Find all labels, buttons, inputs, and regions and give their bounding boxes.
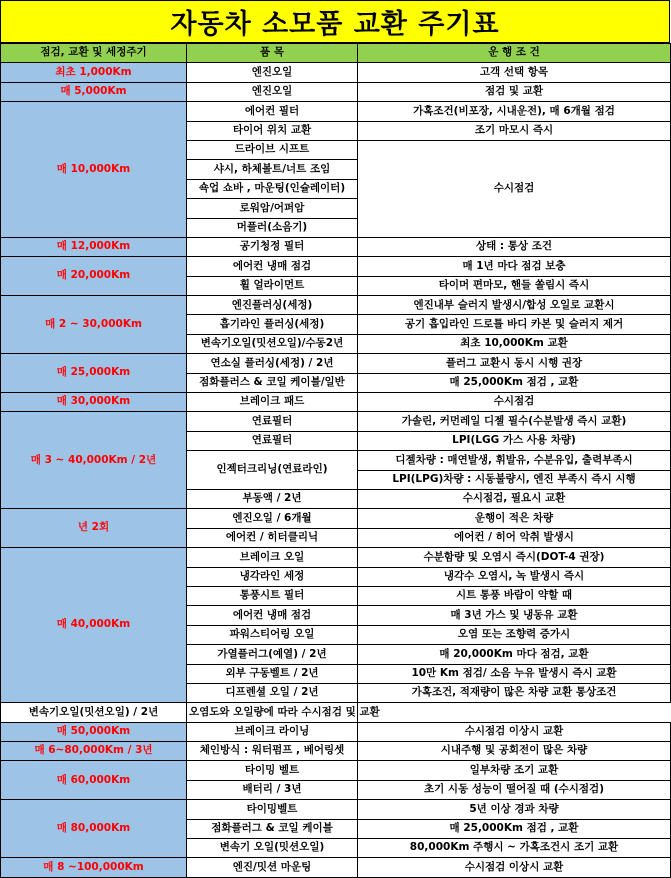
item-cell: 흡기라인 플러싱(세정)	[187, 315, 358, 334]
condition-cell: 초기 시동 성능이 떨어질 때 (수시점검)	[358, 780, 671, 799]
table-row	[1, 237, 671, 256]
table-row	[1, 742, 671, 761]
condition-cell: 80,000Km 주행시 ~ 가혹조건시 조기 교환	[358, 839, 671, 858]
condition-cell: 운행이 적은 차량	[358, 509, 671, 528]
item-cell: 샤시, 하체볼트/너트 조임	[187, 160, 358, 179]
condition-cell: 오염 또는 조향력 증가시	[358, 625, 671, 644]
condition-cell: 타이머 편마모, 핸들 쏠림시 즉시	[358, 276, 671, 295]
condition-cell: 매 3년 가스 및 냉동유 교환	[358, 606, 671, 625]
condition-cell: 매 1년 마다 점검 보충	[358, 257, 671, 276]
header-interval: 점검, 교환 및 세정주기	[1, 44, 187, 63]
item-cell: 머플러(소음기)	[187, 218, 358, 237]
item-cell: 체인방식 : 워터펌프 , 베어링셋	[187, 742, 358, 761]
condition-cell: 매 20,000Km 마다 점검, 교환	[358, 645, 671, 664]
interval-cell: 매 80,000Km	[1, 800, 187, 858]
item-cell: 에어컨 냉매 점검	[187, 257, 358, 276]
item-cell: 통풍시트 필터	[187, 586, 358, 605]
table-row	[1, 509, 671, 528]
condition-cell: 수시점검	[358, 140, 671, 237]
item-cell: 휠 얼라이먼트	[187, 276, 358, 295]
interval-cell: 매 25,000Km	[1, 354, 187, 393]
item-cell: 타이밍 벨트	[187, 761, 358, 780]
condition-cell: 오염도와 오일량에 따라 수시점검 및 교환	[187, 703, 358, 722]
item-cell: 외부 구동벨트 / 2년	[187, 664, 358, 683]
table-row	[1, 722, 671, 741]
item-cell: 로워암/어퍼암	[187, 199, 358, 218]
condition-cell: 상태 : 통상 조건	[358, 237, 671, 256]
condition-cell: 10만 Km 점검/ 소음 누유 발생시 즉시 교환	[358, 664, 671, 683]
condition-cell: 가혹조건, 적재량이 많은 차량 교환 통상조건	[358, 683, 671, 702]
condition-cell: LPI(LPG)차량 : 시동불량시, 엔진 부족시 즉시 시행	[358, 470, 671, 489]
item-cell: 타이밍벨트	[187, 800, 358, 819]
item-cell: 인젝터크리닝(연료라인)	[187, 451, 358, 490]
item-cell: 엔진오일 / 6개월	[187, 509, 358, 528]
condition-cell: 에어컨 / 히어 악취 발생시	[358, 528, 671, 547]
replacement-schedule-table	[0, 43, 671, 878]
table-row	[1, 412, 671, 431]
interval-cell: 매 2 ~ 30,000Km	[1, 296, 187, 354]
table-row	[1, 63, 671, 82]
item-cell: 변속기 오일(밋션오일)	[187, 839, 358, 858]
table-row	[1, 102, 671, 121]
table-row	[1, 82, 671, 101]
item-cell: 에어컨 필터	[187, 102, 358, 121]
table-row	[1, 393, 671, 412]
item-cell: 공기청정 필터	[187, 237, 358, 256]
condition-cell: 수시점검, 필요시 교환	[358, 489, 671, 508]
condition-cell: 수시점검 이상시 교환	[358, 722, 671, 741]
item-cell: 점화플러스 & 코일 케이블/일반	[187, 373, 358, 392]
condition-cell: 일부차량 조기 교환	[358, 761, 671, 780]
condition-cell: 플러그 교환시 동시 시행 권장	[358, 354, 671, 373]
interval-cell: 매 6~80,000Km / 3년	[1, 742, 187, 761]
condition-cell: 점검 및 교환	[358, 82, 671, 101]
item-cell: 배터리 / 3년	[187, 780, 358, 799]
item-cell: 엔진플러싱(세정)	[187, 296, 358, 315]
interval-cell: 매 40,000Km	[1, 548, 187, 703]
condition-cell: 공기 흡입라인 드로틀 바디 카본 및 슬러지 제거	[358, 315, 671, 334]
header-row	[1, 44, 671, 63]
table-row	[1, 548, 671, 567]
table-row	[1, 800, 671, 819]
table-row	[1, 858, 671, 877]
condition-cell: 수분함량 및 오염시 즉시(DOT-4 권장)	[358, 548, 671, 567]
item-cell: 엔진/밋션 마운팅	[187, 858, 358, 877]
item-cell: 연소실 플러싱(세정) / 2년	[187, 354, 358, 373]
interval-cell: 매 3 ~ 40,000Km / 2년	[1, 412, 187, 509]
table-row	[1, 296, 671, 315]
table-row	[1, 354, 671, 373]
interval-cell: 매 30,000Km	[1, 393, 187, 412]
page-title: 자동차 소모품 교환 주기표	[0, 0, 670, 43]
interval-cell: 매 5,000Km	[1, 82, 187, 101]
item-cell: 브레이크 오일	[187, 548, 358, 567]
condition-cell: 수시점검 이상시 교환	[358, 858, 671, 877]
item-cell: 에어컨 / 히터클리닉	[187, 528, 358, 547]
item-cell: 변속기오일(밋션오일)/수동2년	[187, 334, 358, 353]
item-cell: 디프렌셜 오일 / 2년	[187, 683, 358, 702]
interval-cell: 년 2회	[1, 509, 187, 548]
item-cell: 브레이크 패드	[187, 393, 358, 412]
interval-cell: 매 20,000Km	[1, 257, 187, 296]
header-condition: 운 행 조 건	[358, 44, 671, 63]
condition-cell: 가혹조건(비포장, 시내운전), 매 6개월 점검	[358, 102, 671, 121]
condition-cell: 가솔린, 커먼레일 디젤 필수(수분발생 즉시 교환)	[358, 412, 671, 431]
condition-cell: 수시점검	[358, 393, 671, 412]
item-cell: 쇽업 쇼바 , 마운팅(인슐레이터)	[187, 179, 358, 198]
item-cell: 변속기오일(밋션오일) / 2년	[1, 703, 187, 722]
condition-cell: 시내주행 및 공회전이 많은 차량	[358, 742, 671, 761]
item-cell: 파워스티어링 오일	[187, 625, 358, 644]
interval-cell: 매 60,000Km	[1, 761, 187, 800]
condition-cell: 최초 10,000Km 교환	[358, 334, 671, 353]
interval-cell: 매 8 ~100,000Km	[1, 858, 187, 877]
condition-cell: 고객 선택 항목	[358, 63, 671, 82]
condition-cell: 매 25,000Km 점검 , 교환	[358, 373, 671, 392]
condition-cell: 5년 이상 경과 차량	[358, 800, 671, 819]
item-cell: 드라이브 시프트	[187, 140, 358, 159]
item-cell: 점화플러그 & 코일 케이블	[187, 819, 358, 838]
table-row	[1, 257, 671, 276]
interval-cell: 최초 1,000Km	[1, 63, 187, 82]
condition-cell: 조기 마모시 즉시	[358, 121, 671, 140]
item-cell: 에어컨 냉매 점검	[187, 606, 358, 625]
item-cell: 냉각라인 세정	[187, 567, 358, 586]
item-cell: 엔진오일	[187, 82, 358, 101]
item-cell: 연료필터	[187, 412, 358, 431]
item-cell: 브레이크 라이닝	[187, 722, 358, 741]
item-cell: 부동액 / 2년	[187, 489, 358, 508]
table-row	[1, 703, 671, 722]
condition-cell: 냉각수 오염시, 녹 발생시 즉시	[358, 567, 671, 586]
item-cell: 타이어 위치 교환	[187, 121, 358, 140]
item-cell: 연료필터	[187, 431, 358, 450]
condition-cell: 엔진내부 슬러지 발생시/합성 오일로 교환시	[358, 296, 671, 315]
table-body	[1, 63, 671, 877]
header-item: 품 목	[187, 44, 358, 63]
item-cell: 엔진오일	[187, 63, 358, 82]
condition-cell: 매 25,000Km 점검 , 교환	[358, 819, 671, 838]
condition-cell: 디젤차량 : 매연발생, 휘발유, 수분유입, 출력부족시	[358, 451, 671, 470]
interval-cell: 매 12,000Km	[1, 237, 187, 256]
condition-cell: 시트 통풍 바람이 약할 때	[358, 586, 671, 605]
condition-cell: LPI(LGG 가스 사용 차량)	[358, 431, 671, 450]
item-cell: 가열플러그(예열) / 2년	[187, 645, 358, 664]
table-row	[1, 761, 671, 780]
interval-cell: 매 50,000Km	[1, 722, 187, 741]
interval-cell: 매 10,000Km	[1, 102, 187, 238]
